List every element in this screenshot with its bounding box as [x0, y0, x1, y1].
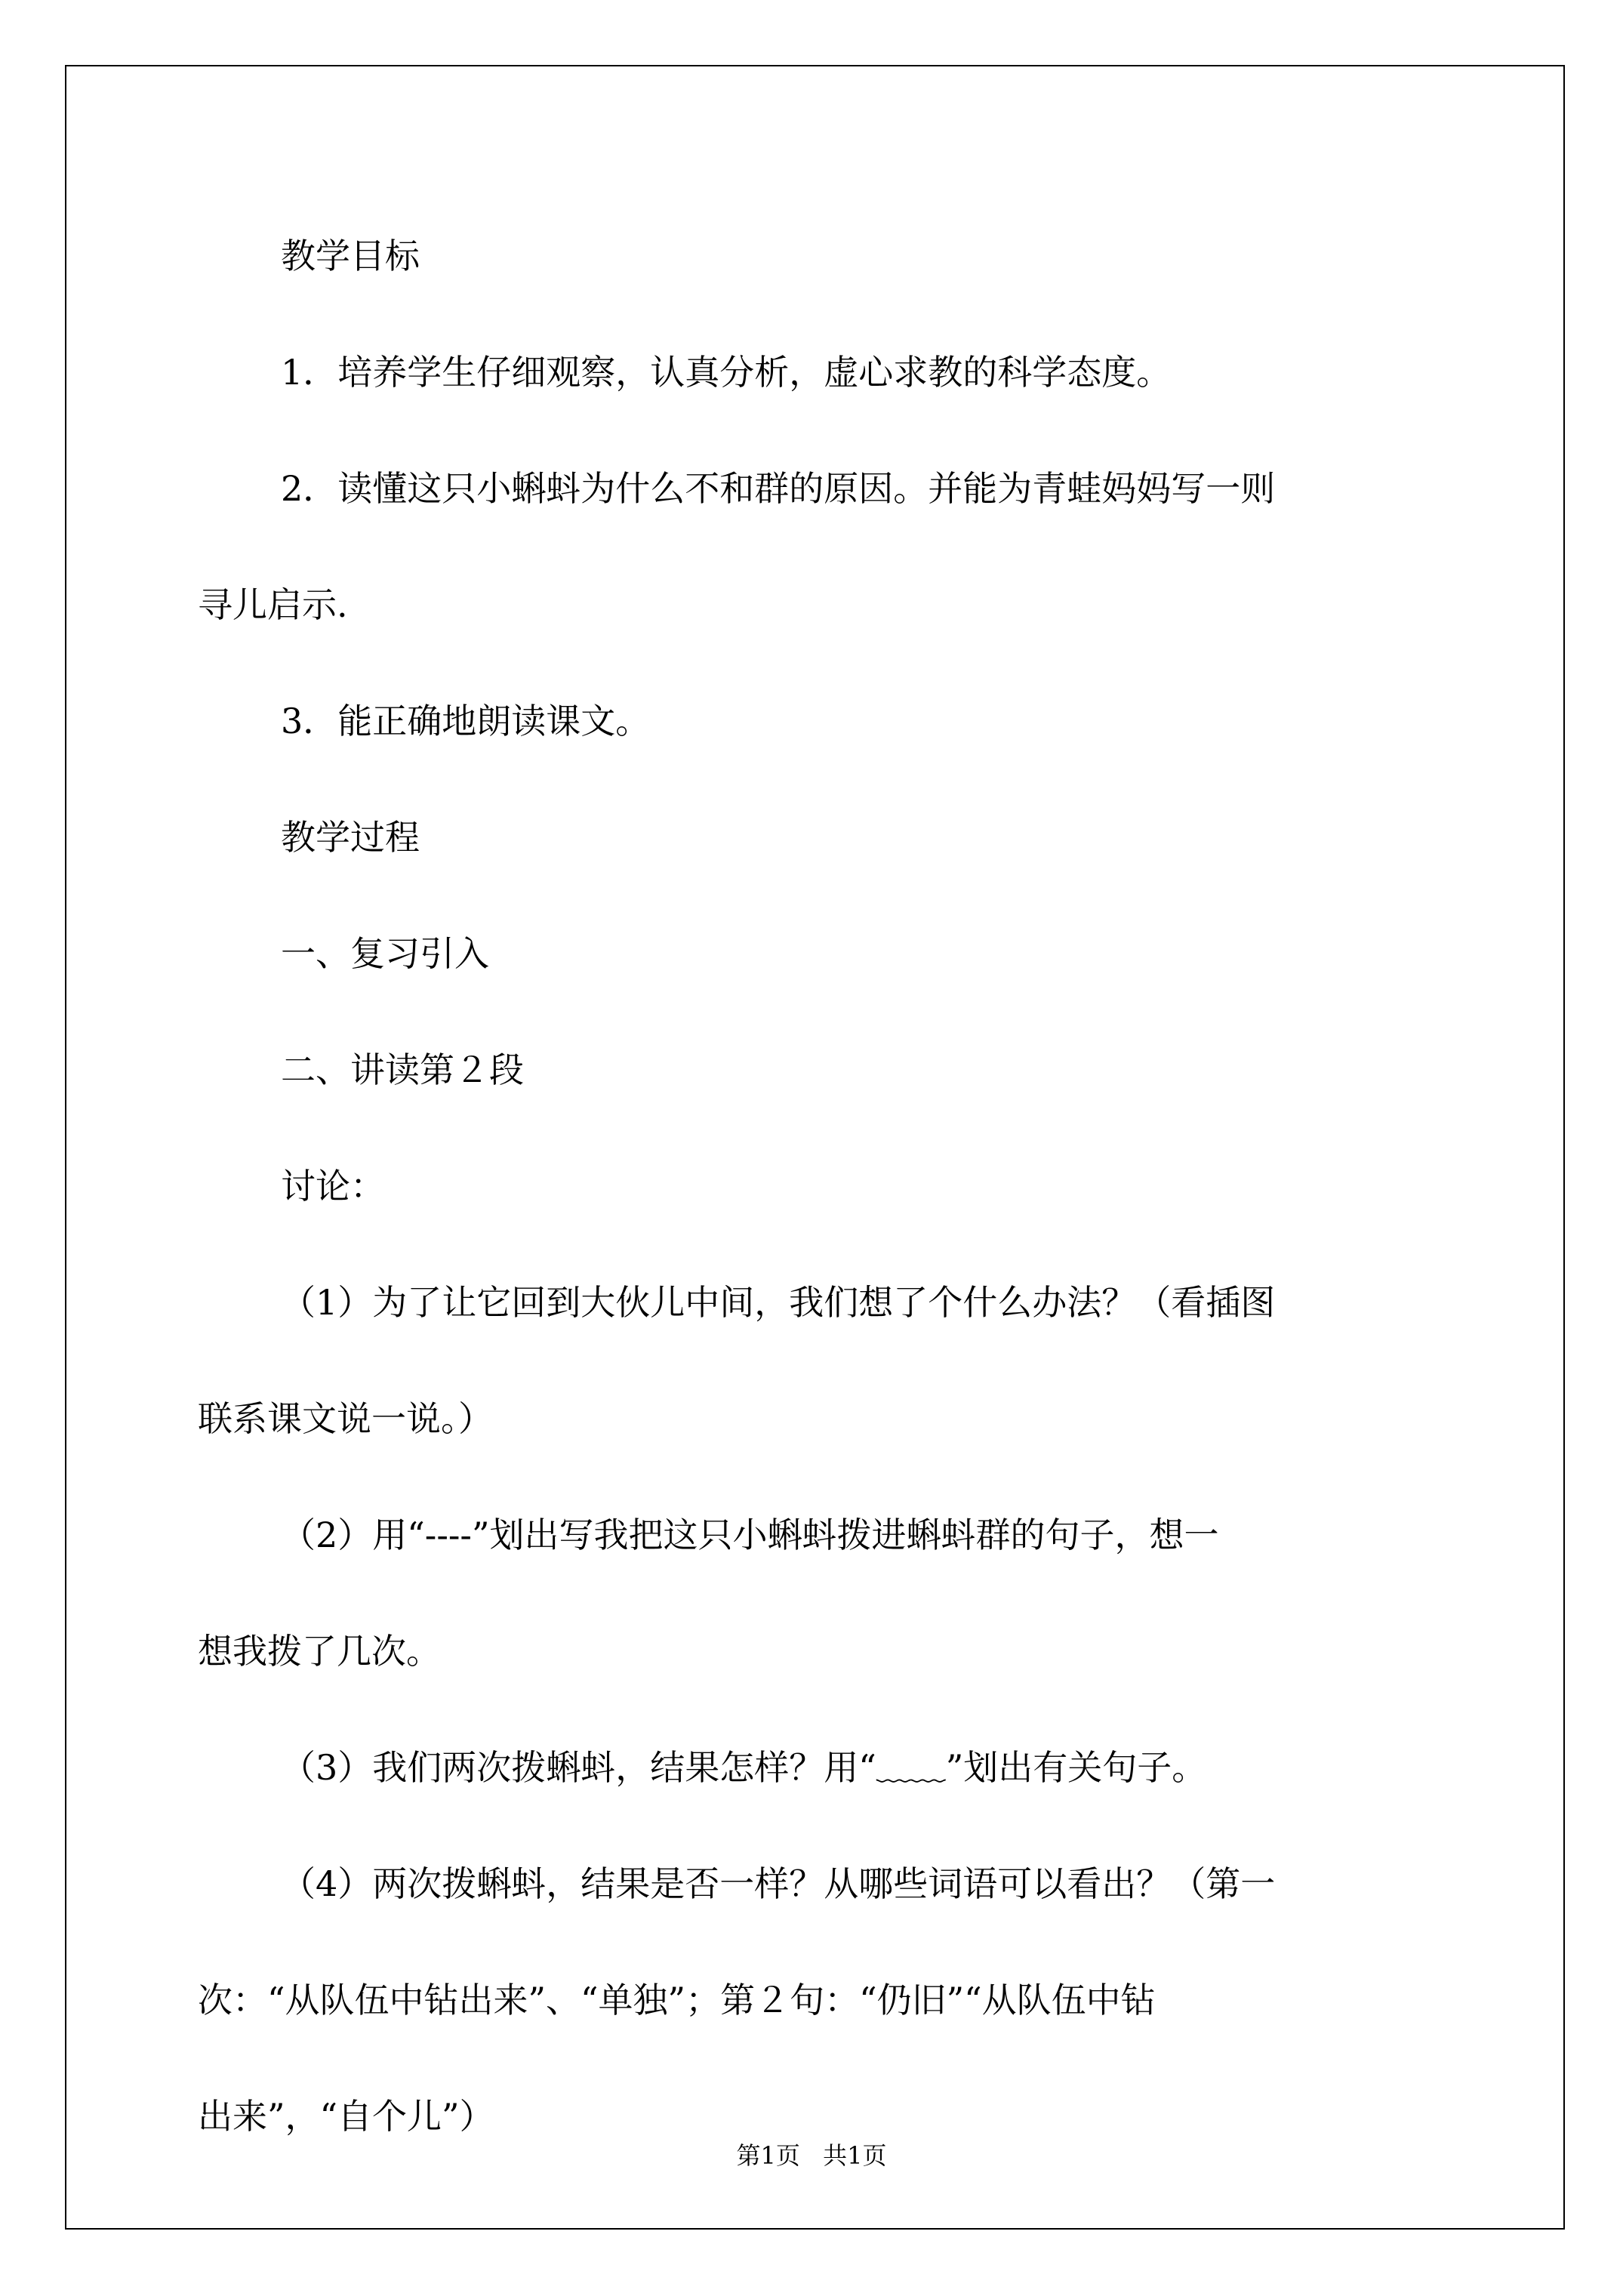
question-4-line-3: 出来”，“自个儿”） — [198, 2096, 494, 2137]
question-2-line-2: 想我拨了几次。 — [198, 1631, 441, 1672]
page-number-total: 共1页 — [823, 2141, 887, 2170]
goal-item-1: 1．培养学生仔细观察，认真分析，虚心求教的科学态度。 — [281, 352, 1172, 393]
question-1-line-1: （1）为了让它回到大伙儿中间，我们想了个什么办法？（看插图 — [281, 1282, 1276, 1323]
question-3: （3）我们两次拨蝌蚪，结果怎样？用“﹏﹏”划出有关句子。 — [281, 1747, 1207, 1788]
document-body — [198, 198, 1436, 2174]
question-4-line-1: （4）两次拨蝌蚪，结果是否一样？从哪些词语可以看出？（第一 — [281, 1863, 1276, 1904]
page-number-current: 第1页 — [736, 2141, 800, 2170]
question-2-line-1: （2）用“----”划出写我把这只小蝌蚪拨进蝌蚪群的句子，想一 — [281, 1515, 1219, 1555]
section-review-intro: 一、复习引入 — [281, 933, 489, 974]
discussion-label: 讨论： — [281, 1166, 385, 1207]
question-1-line-2: 联系课文说一说。） — [198, 1398, 493, 1439]
question-4-line-2: 次：“从队伍中钻出来”、“单独”；第２句：“仍旧”“从队伍中钻 — [198, 1980, 1156, 2020]
heading-teaching-process: 教学过程 — [281, 817, 420, 858]
section-read-paragraph-2: 二、讲读第２段 — [281, 1049, 524, 1090]
goal-item-2-line-1: 2．读懂这只小蝌蚪为什么不和群的原因。并能为青蛙妈妈写一则 — [281, 468, 1276, 509]
heading-teaching-goals: 教学目标 — [281, 236, 420, 276]
page-footer — [0, 2140, 1623, 2171]
goal-item-3: 3．能正确地朗读课文。 — [281, 701, 651, 741]
goal-item-2-line-2: 寻儿启示. — [198, 584, 348, 625]
